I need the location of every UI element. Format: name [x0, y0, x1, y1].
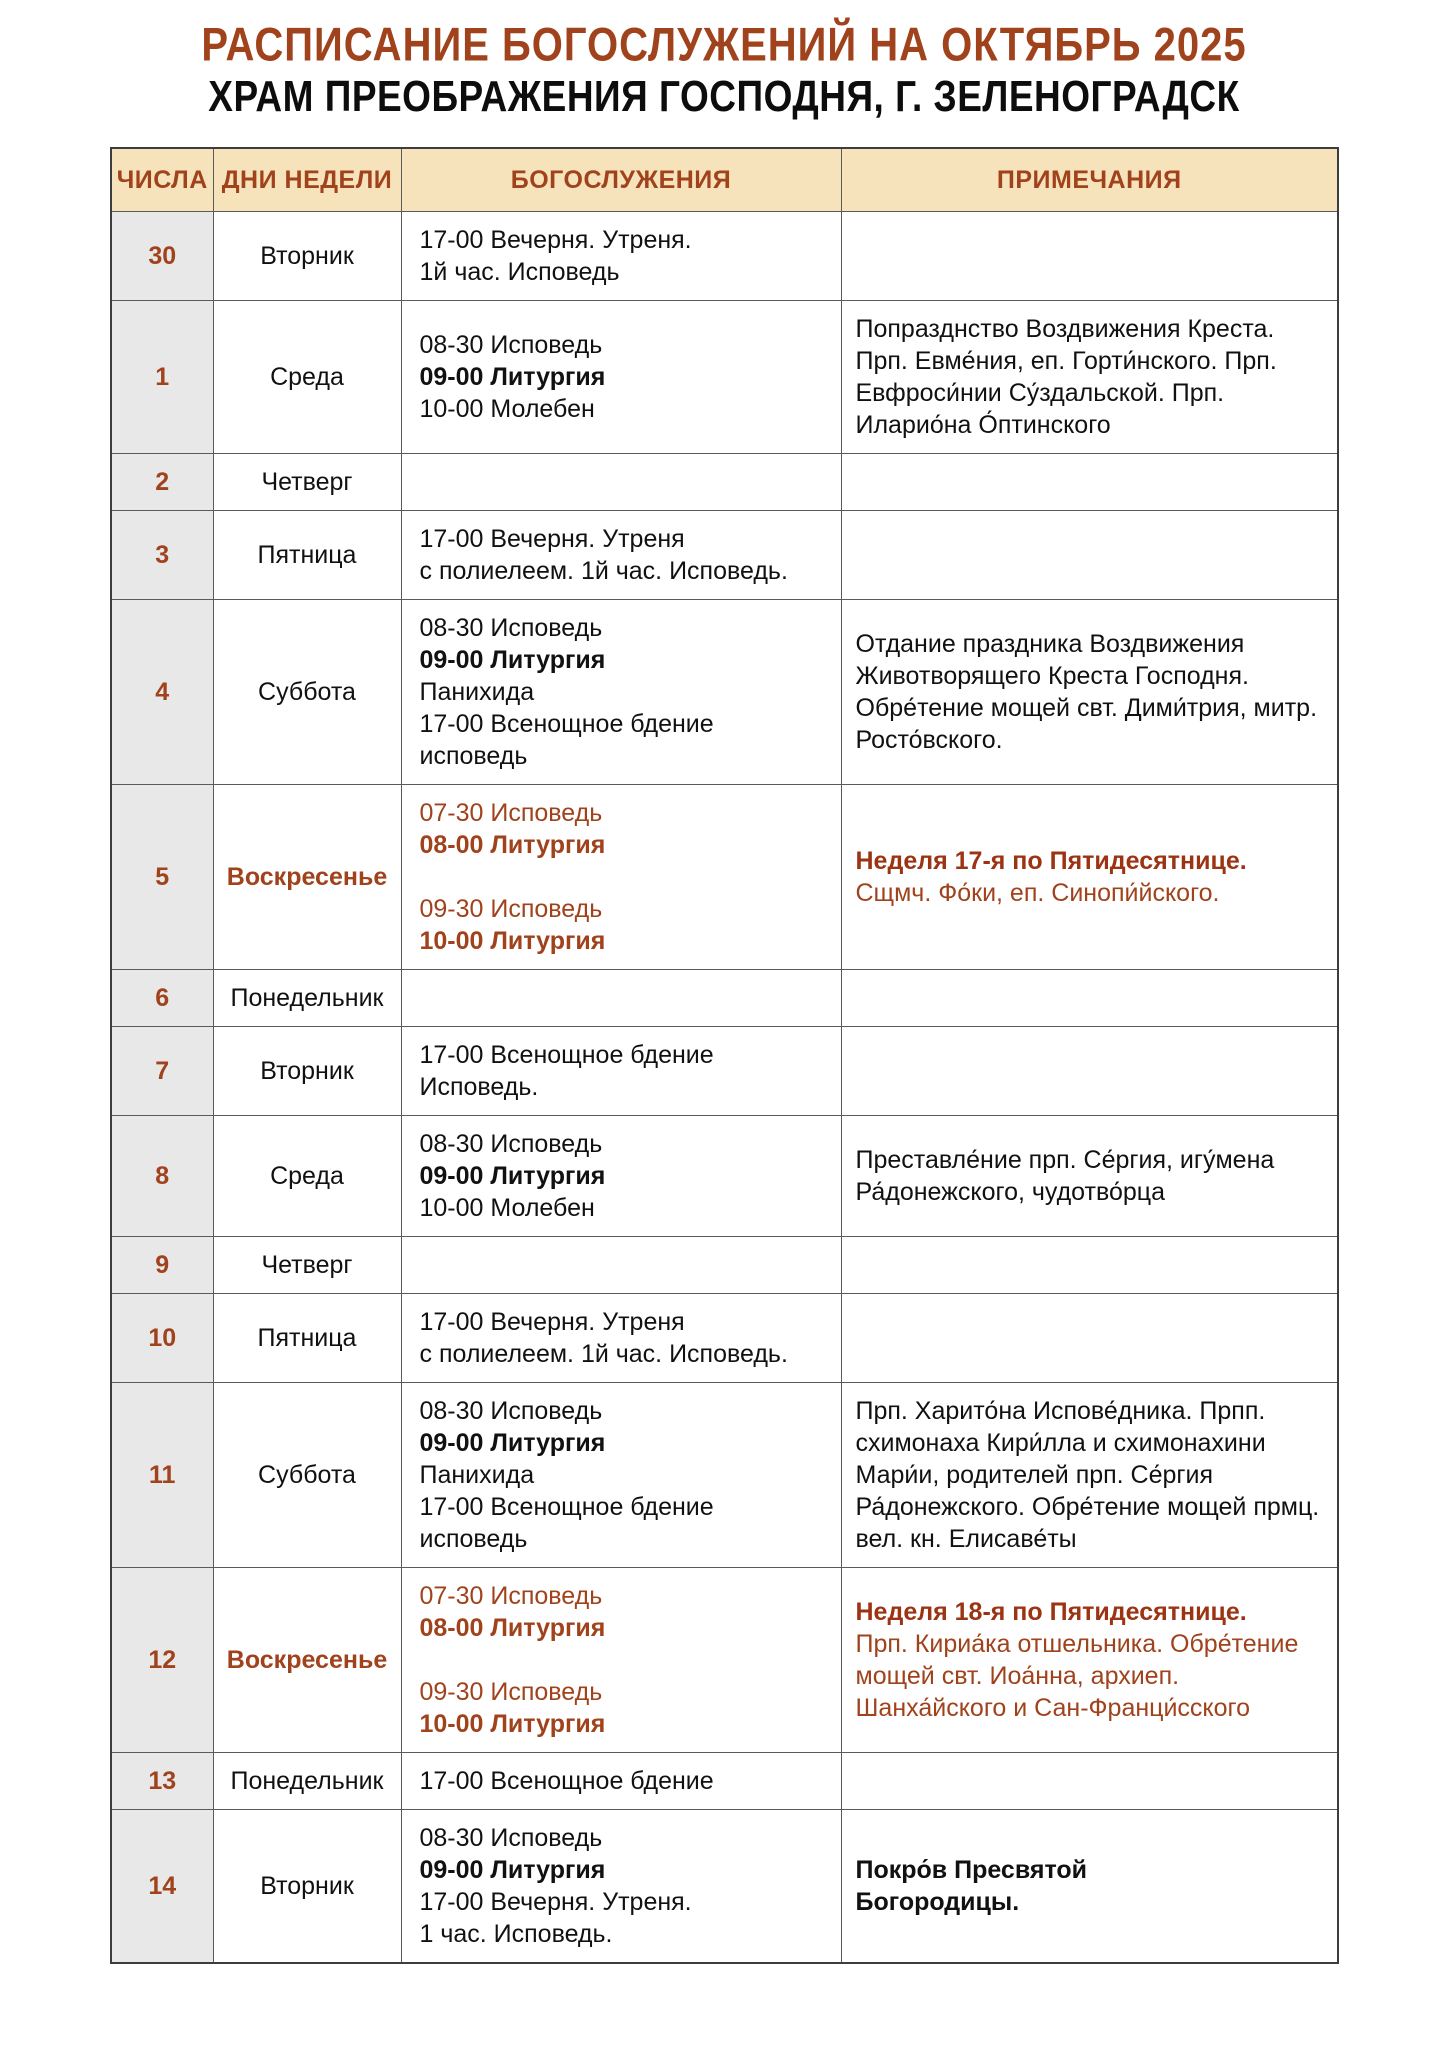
service-line: 17-00 Вечерня. Утреня.: [419, 1888, 692, 1916]
note-line: Попразднство Воздвижения Креста. Прп. Евме́ния, еп. Горти́нского. Прп. Евфроси́нии Су́здальской. Прп. Иларио́на О́птинского: [855, 315, 1277, 439]
service-line: 07-30 Исповедь: [419, 799, 603, 827]
date-cell: 3: [111, 511, 213, 600]
service-line: 17-00 Всенощное бдение: [419, 1767, 714, 1795]
table-row: [111, 1237, 1338, 1294]
date-cell: 4: [111, 600, 213, 785]
service-line: 08-30 Исповедь: [419, 331, 603, 359]
table-row: [111, 600, 1338, 785]
date-cell: 12: [111, 1568, 213, 1753]
table-row: [111, 1116, 1338, 1237]
service-line: 17-00 Всенощное бдение: [419, 1493, 714, 1521]
date-cell: 30: [111, 212, 213, 301]
day-cell: Воскресенье: [213, 785, 401, 970]
service-line: 09-00 Литургия: [419, 1162, 606, 1190]
note-line: Покро́в Пресвятой: [855, 1856, 1088, 1884]
table-body: [111, 212, 1338, 1964]
notes-cell: [841, 212, 1338, 301]
service-line: 09-30 Исповедь: [419, 1678, 603, 1706]
service-line: 17-00 Всенощное бдение: [419, 1041, 714, 1069]
service-line: Панихида: [419, 678, 535, 706]
notes-cell: [841, 600, 1338, 785]
table-row: [111, 1294, 1338, 1383]
note-line: Неделя 17-я по Пятидесятнице.: [855, 847, 1247, 875]
date-cell: 6: [111, 970, 213, 1027]
day-cell: Понедельник: [213, 970, 401, 1027]
note-line: Отдание праздника Воздвижения Животворящего Креста Господня. Обре́тение мощей свт. Дими́трия, митр. Росто́вского.: [855, 630, 1318, 754]
service-line: [420, 1644, 831, 1676]
services-cell: [401, 1116, 841, 1237]
notes-cell: [841, 1116, 1338, 1237]
column-header-services: БОГОСЛУЖЕНИЯ: [401, 148, 841, 212]
service-line: 07-30 Исповедь: [419, 1582, 603, 1610]
service-line: исповедь: [419, 1525, 528, 1553]
table-row: [111, 301, 1338, 454]
note-line: Неделя 18-я по Пятидесятнице.: [855, 1598, 1247, 1626]
services-cell: [401, 1294, 841, 1383]
notes-cell: [841, 785, 1338, 970]
service-line: 1й час. Исповедь: [419, 258, 620, 286]
day-cell: Четверг: [213, 454, 401, 511]
service-line: 09-00 Литургия: [419, 1429, 606, 1457]
notes-cell: [841, 1027, 1338, 1116]
date-cell: 9: [111, 1237, 213, 1294]
day-cell: Четверг: [213, 1237, 401, 1294]
service-line: 10-00 Молебен: [419, 395, 595, 423]
service-line: 09-00 Литургия: [419, 646, 606, 674]
page-subtitle-text: ХРАМ ПРЕОБРАЖЕНИЯ ГОСПОДНЯ, Г. ЗЕЛЕНОГРАДСК: [208, 72, 1240, 121]
service-line: 09-00 Литургия: [419, 1856, 606, 1884]
day-cell: Среда: [213, 1116, 401, 1237]
service-line: 1 час. Исповедь.: [419, 1920, 613, 1948]
services-cell: [401, 1237, 841, 1294]
date-cell: 13: [111, 1753, 213, 1810]
note-line: Прп. Харито́на Испове́дника. Прпп. схимонаха Кири́лла и схимонахини Мари́и, родителей прп. Се́ргия Ра́донежского. Обре́тение мощей прмц. вел. кн. Елисаве́ты: [855, 1397, 1320, 1553]
schedule-table: [110, 147, 1339, 1964]
page-title-text: РАСПИСАНИЕ БОГОСЛУЖЕНИЙ НА ОКТЯБРЬ 2025: [201, 19, 1247, 71]
services-cell: [401, 1753, 841, 1810]
date-cell: 11: [111, 1383, 213, 1568]
table-row: [111, 511, 1338, 600]
service-line: 09-30 Исповедь: [419, 895, 603, 923]
services-cell: [401, 600, 841, 785]
services-cell: [401, 1810, 841, 1964]
services-cell: [401, 511, 841, 600]
column-header-notes: ПРИМЕЧАНИЯ: [841, 148, 1338, 212]
header-row: [111, 148, 1338, 212]
table-row: [111, 970, 1338, 1027]
service-line: 10-00 Литургия: [419, 1710, 606, 1738]
notes-cell: [841, 1383, 1338, 1568]
note-line: Прп. Кириа́ка отшельника. Обре́тение мощей свт. Иоа́нна, архиеп. Шанха́йского и Сан-Франци́сского: [855, 1630, 1299, 1722]
services-cell: [401, 212, 841, 301]
services-cell: [401, 785, 841, 970]
date-cell: 14: [111, 1810, 213, 1964]
service-line: 08-00 Литургия: [419, 831, 606, 859]
day-cell: Вторник: [213, 212, 401, 301]
table-row: [111, 1568, 1338, 1753]
day-cell: Суббота: [213, 600, 401, 785]
service-line: Панихида: [419, 1461, 535, 1489]
notes-cell: [841, 1810, 1338, 1964]
services-cell: [401, 454, 841, 511]
services-cell: [401, 301, 841, 454]
service-line: 17-00 Всенощное бдение: [419, 710, 714, 738]
notes-cell: [841, 1753, 1338, 1810]
service-line: 17-00 Вечерня. Утреня.: [419, 226, 692, 254]
services-cell: [401, 1027, 841, 1116]
table-header: [111, 148, 1338, 212]
date-cell: 5: [111, 785, 213, 970]
day-cell: Воскресенье: [213, 1568, 401, 1753]
note-line: Богородицы.: [855, 1888, 1020, 1916]
day-cell: Вторник: [213, 1810, 401, 1964]
service-line: 17-00 Вечерня. Утреня: [419, 525, 685, 553]
service-line: 08-30 Исповедь: [419, 1130, 603, 1158]
services-cell: [401, 1383, 841, 1568]
service-line: Исповедь.: [419, 1073, 539, 1101]
note-line: Сщмч. Фо́ки, еп. Синопи́йского.: [855, 879, 1220, 907]
notes-cell: [841, 511, 1338, 600]
date-cell: 8: [111, 1116, 213, 1237]
notes-cell: [841, 1568, 1338, 1753]
notes-cell: [841, 301, 1338, 454]
service-line: [420, 861, 831, 893]
notes-cell: [841, 1237, 1338, 1294]
column-header-weekdays: ДНИ НЕДЕЛИ: [213, 148, 401, 212]
table-row: [111, 1810, 1338, 1964]
page-subtitle: [0, 74, 1448, 120]
notes-cell: [841, 454, 1338, 511]
date-cell: 10: [111, 1294, 213, 1383]
table-row: [111, 212, 1338, 301]
table-row: [111, 1383, 1338, 1568]
service-line: 10-00 Литургия: [419, 927, 606, 955]
day-cell: Суббота: [213, 1383, 401, 1568]
day-cell: Вторник: [213, 1027, 401, 1116]
day-cell: Понедельник: [213, 1753, 401, 1810]
notes-cell: [841, 970, 1338, 1027]
service-line: 10-00 Молебен: [419, 1194, 595, 1222]
service-line: 08-30 Исповедь: [419, 1824, 603, 1852]
service-line: с полиелеем. 1й час. Исповедь.: [419, 557, 788, 585]
note-line: Преставле́ние прп. Се́ргия, игу́мена Ра́донежского, чудотво́рца: [855, 1146, 1275, 1206]
table-row: [111, 785, 1338, 970]
date-cell: 7: [111, 1027, 213, 1116]
notes-cell: [841, 1294, 1338, 1383]
service-line: исповедь: [419, 742, 528, 770]
table-row: [111, 1753, 1338, 1810]
date-cell: 1: [111, 301, 213, 454]
service-line: 09-00 Литургия: [419, 363, 606, 391]
service-line: 17-00 Вечерня. Утреня: [419, 1308, 685, 1336]
service-line: 08-30 Исповедь: [419, 614, 603, 642]
day-cell: Пятница: [213, 511, 401, 600]
page-title: [0, 20, 1448, 70]
column-header-dates: ЧИСЛА: [111, 148, 213, 212]
day-cell: Среда: [213, 301, 401, 454]
table-row: [111, 454, 1338, 511]
day-cell: Пятница: [213, 1294, 401, 1383]
service-line: 08-30 Исповедь: [419, 1397, 603, 1425]
services-cell: [401, 970, 841, 1027]
date-cell: 2: [111, 454, 213, 511]
service-line: 08-00 Литургия: [419, 1614, 606, 1642]
service-line: с полиелеем. 1й час. Исповедь.: [419, 1340, 788, 1368]
table-row: [111, 1027, 1338, 1116]
services-cell: [401, 1568, 841, 1753]
